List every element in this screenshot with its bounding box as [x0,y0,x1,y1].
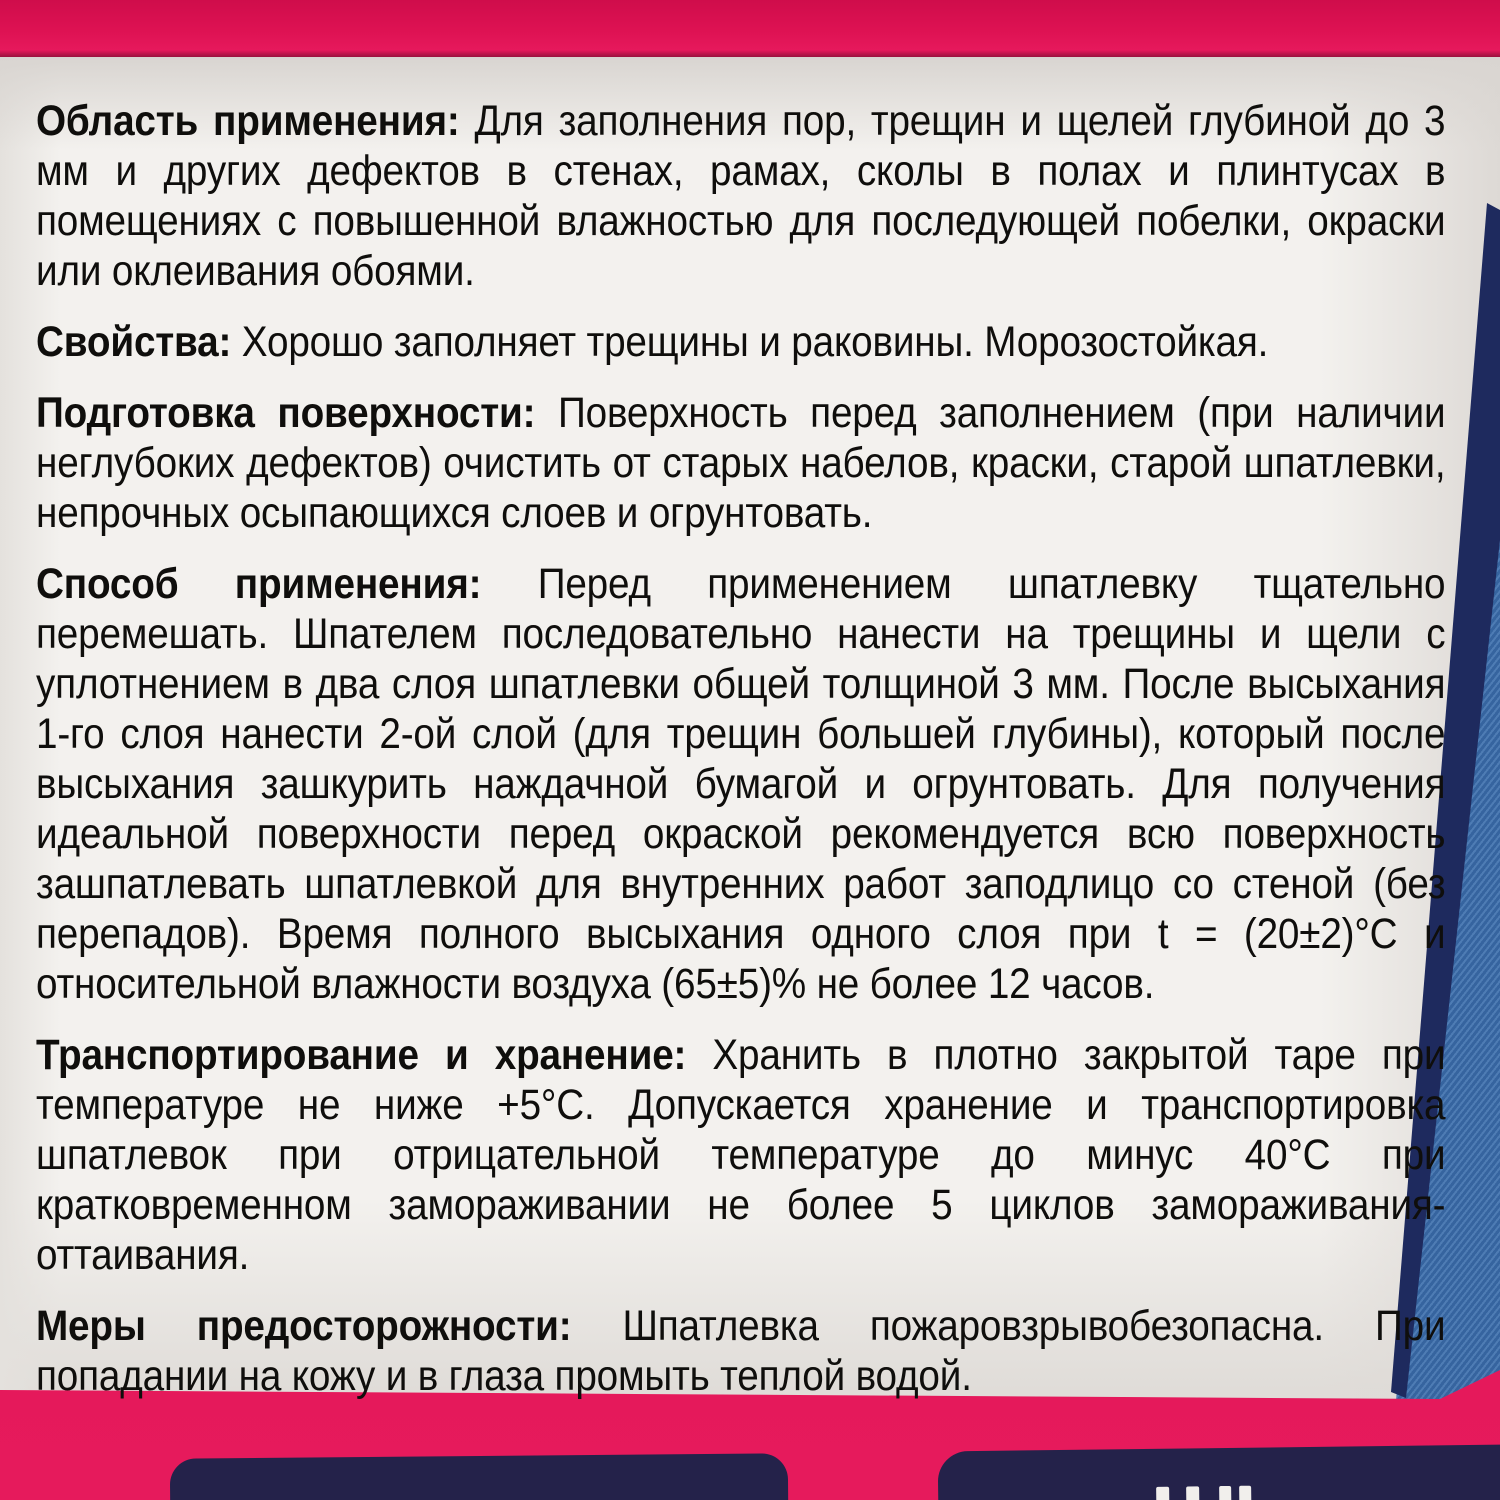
cropped-letter-mark [1219,1486,1231,1500]
section-body: Шпатлевка пожаровзрывобезопасна. При попадании на кожу и в глаза промыть теплой водой. [36,1302,1446,1400]
cropped-letter-mark [1186,1486,1199,1500]
bottom-navy-tab-right [938,1444,1500,1500]
section-body: Перед применением шпатлевку тщательно перемешать. Шпателем последовательно нанести на трещины и щели с уплотнением в два слоя шпатлевки общей толщиной 3 мм. После высыхания 1-го слоя нанести 2-ой слой (для трещин большей глубины), который после высыхания зашкурить наждачной бумагой и огрунтовать. Для получения идеальной поверхности перед окраской рекомендуется всю поверхность зашпатлевать шпатлевкой для внутренних работ заподлицо со стеной (без перепадов). Время полного высыхания одного слоя при t = (20±2)°С и относительной влажности воздуха (65±5)% не более 12 часов. [36,560,1446,1008]
section-heading: Меры предосторожности: [36,1302,623,1350]
section-body: Хранить в плотно закрытой таре при температуре не ниже +5°С. Допускается хранение и транспортировка шпатлевок при отрицательной температуре до минус 40°С при кратковременном замораживании не более 5 циклов замораживания-оттаивания. [36,1031,1446,1279]
cropped-letter-mark [1239,1486,1251,1500]
section-heading: Область применения: [36,97,475,145]
cropped-letter-mark [1156,1487,1169,1500]
section-heading: Способ применения: [36,560,538,608]
section-heading: Подготовка поверхности: [36,389,558,437]
label-section [36,559,1445,1009]
section-body: Поверхность перед заполнением (при наличии неглубоких дефектов) очистить от старых набелов, краски, старой шпатлевки, непрочных осыпающихся слоев и огрунтовать. [36,389,1446,537]
label-section [36,388,1445,538]
label-section [36,1030,1445,1280]
label-section [36,96,1445,296]
section-heading: Транспортирование и хранение: [36,1031,713,1079]
label-section [36,1301,1445,1401]
bottom-navy-tab-left [170,1453,788,1500]
label-text [36,96,1445,1422]
label-section [36,317,1445,367]
section-heading: Свойства: [36,318,242,366]
section-body: Хорошо заполняет трещины и раковины. Морозостойкая. [241,318,1269,366]
top-pink-band [0,0,1500,57]
section-body: Для заполнения пор, трещин и щелей глубиной до 3 мм и других дефектов в стенах, рамах, сколы в полах и плинтусах в помещениях с повышенной влажностью для последующей побелки, окраски или оклеивания обоями. [36,97,1446,295]
